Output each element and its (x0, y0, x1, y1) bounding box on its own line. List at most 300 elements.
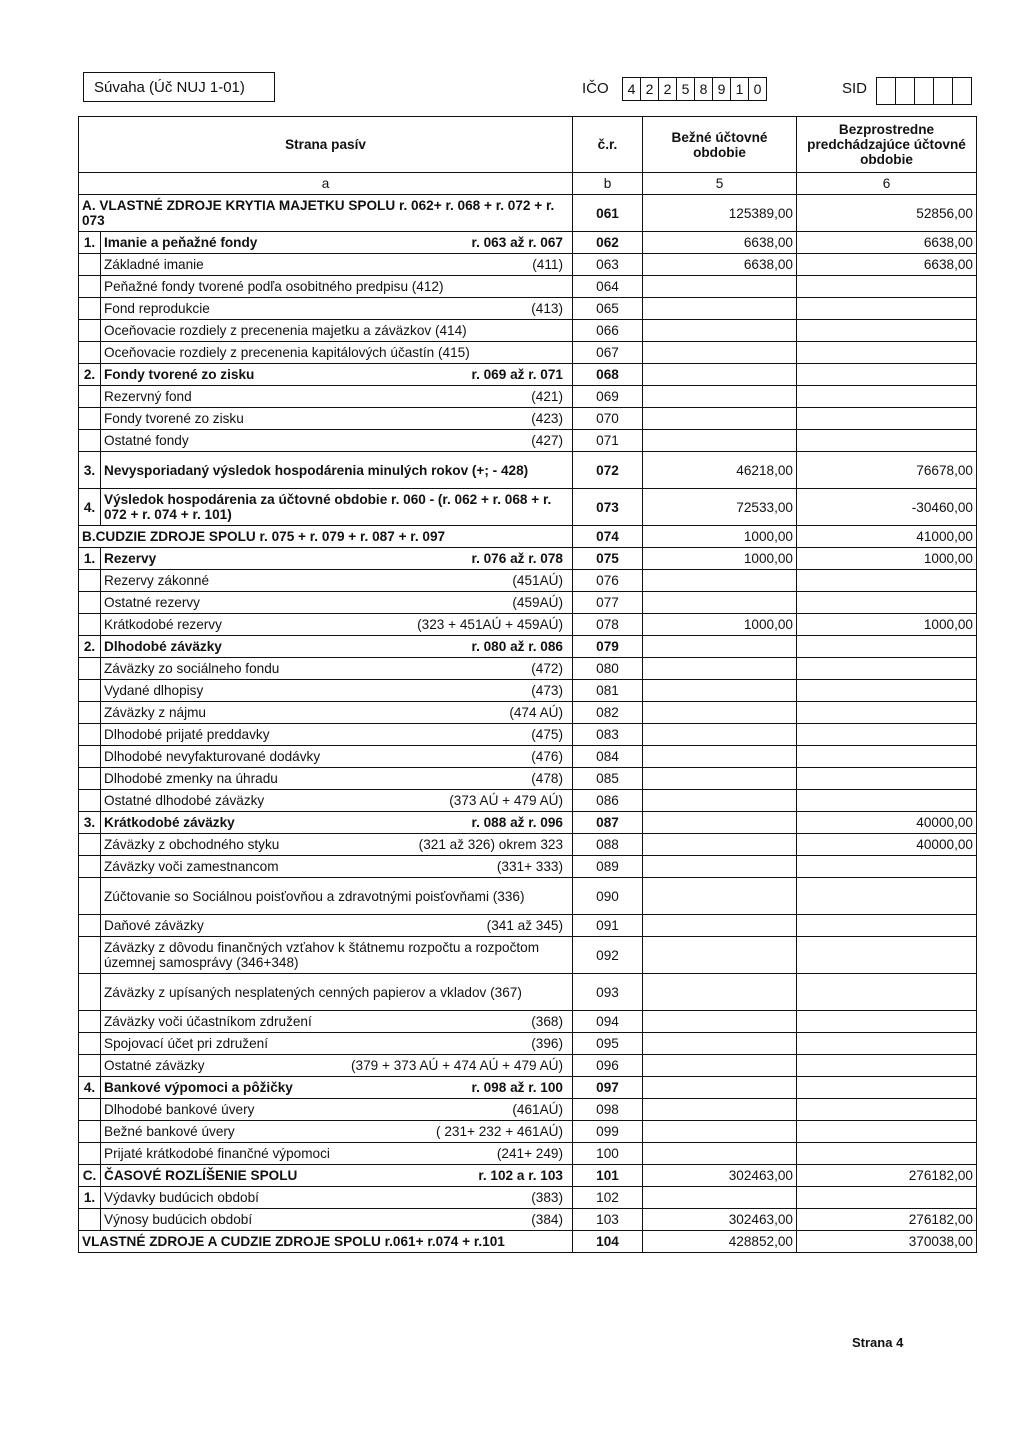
row-description (101, 878, 573, 915)
row-section-number (79, 746, 101, 768)
row-number: 061 (573, 195, 643, 232)
row-section-number (79, 878, 101, 915)
row-text: Krátkodobé rezervy (104, 617, 222, 632)
row-reference: r. 080 až r. 086 (471, 639, 563, 654)
row-number: 083 (573, 724, 643, 746)
previous-period-value (797, 1121, 977, 1143)
sid-box (934, 78, 953, 104)
current-period-value: 302463,00 (643, 1209, 797, 1231)
current-period-value: 302463,00 (643, 1165, 797, 1187)
previous-period-value (797, 1033, 977, 1055)
row-description (101, 1209, 573, 1231)
table-row (79, 320, 977, 342)
row-section-number (79, 1055, 101, 1077)
row-section-number (79, 386, 101, 408)
row-description (101, 680, 573, 702)
current-period-value (643, 364, 797, 386)
current-period-value (643, 592, 797, 614)
header-previous-period: Bezprostredne predchádzajúce účtovné obdobie (797, 117, 977, 173)
row-reference: (473) (531, 683, 563, 698)
table-row (79, 526, 977, 548)
row-text: Výnosy budúcich období (104, 1212, 253, 1227)
current-period-value (643, 915, 797, 937)
row-description (101, 915, 573, 937)
current-period-value: 1000,00 (643, 548, 797, 570)
row-text: Výdavky budúcich období (104, 1190, 259, 1205)
table-row (79, 592, 977, 614)
previous-period-value (797, 1143, 977, 1165)
row-description (101, 974, 573, 1011)
row-description (101, 386, 573, 408)
current-period-value (643, 386, 797, 408)
row-section-number (79, 790, 101, 812)
current-period-value (643, 1121, 797, 1143)
row-reference: r. 069 až r. 071 (471, 367, 563, 382)
current-period-value (643, 790, 797, 812)
sid-box (953, 78, 971, 104)
table-row (79, 1055, 977, 1077)
page-number: Strana 4 (852, 1335, 904, 1350)
row-section-number (79, 298, 101, 320)
row-reference: r. 063 až r. 067 (471, 235, 563, 250)
table-row (79, 298, 977, 320)
current-period-value: 1000,00 (643, 526, 797, 548)
previous-period-value (797, 1055, 977, 1077)
previous-period-value (797, 570, 977, 592)
current-period-value (643, 408, 797, 430)
row-section-number (79, 276, 101, 298)
row-reference: (323 + 451AÚ + 459AÚ) (417, 617, 563, 632)
table-row (79, 746, 977, 768)
previous-period-value: 1000,00 (797, 548, 977, 570)
table-row (79, 570, 977, 592)
table-row (79, 614, 977, 636)
current-period-value: 6638,00 (643, 232, 797, 254)
row-section-number (79, 614, 101, 636)
row-reference: (475) (531, 727, 563, 742)
row-text: Peňažné fondy tvorené podľa osobitného predpisu (412) (104, 279, 444, 294)
row-number: 067 (573, 342, 643, 364)
row-number: 103 (573, 1209, 643, 1231)
row-number: 065 (573, 298, 643, 320)
previous-period-value: 1000,00 (797, 614, 977, 636)
current-period-value (643, 746, 797, 768)
row-text: Zúčtovanie so Sociálnou poisťovňou a zdravotnými poisťovňami (336) (104, 888, 525, 904)
current-period-value: 72533,00 (643, 489, 797, 526)
row-reference: (331+ 333) (496, 859, 563, 874)
current-period-value (643, 1077, 797, 1099)
table-row (79, 1143, 977, 1165)
row-section-number (79, 570, 101, 592)
row-number: 063 (573, 254, 643, 276)
ico-digit: 0 (753, 81, 762, 97)
current-period-value: 428852,00 (643, 1231, 797, 1253)
table-row (79, 1077, 977, 1099)
row-number: 077 (573, 592, 643, 614)
previous-period-value (797, 1077, 977, 1099)
current-period-value (643, 702, 797, 724)
previous-period-value: -30460,00 (797, 489, 977, 526)
header-current-period: Bežné účtovné obdobie (643, 117, 797, 173)
previous-period-value (797, 974, 977, 1011)
row-text: Oceňovacie rozdiely z precenenia majetku a záväzkov (414) (104, 323, 467, 338)
previous-period-value: 276182,00 (797, 1165, 977, 1187)
row-description (101, 592, 573, 614)
row-section-number (79, 702, 101, 724)
row-number: 102 (573, 1187, 643, 1209)
previous-period-value: 6638,00 (797, 254, 977, 276)
row-section-number: 3. (79, 812, 101, 834)
row-number: 062 (573, 232, 643, 254)
form-title: Súvaha (Úč NUJ 1-01) (83, 72, 275, 102)
row-description (101, 254, 573, 276)
row-text: Vydané dlhopisy (104, 683, 204, 698)
row-text: Prijaté krátkodobé finančné výpomoci (104, 1146, 330, 1161)
row-number: 095 (573, 1033, 643, 1055)
current-period-value (643, 768, 797, 790)
previous-period-value (797, 364, 977, 386)
row-number: 071 (573, 430, 643, 452)
row-description (101, 430, 573, 452)
row-reference: (427) (531, 433, 563, 448)
liabilities-table (78, 116, 977, 1253)
ico-digit: 9 (713, 78, 731, 100)
row-reference: (413) (531, 301, 563, 316)
current-period-value (643, 658, 797, 680)
previous-period-value (797, 298, 977, 320)
row-section-number (79, 834, 101, 856)
row-description (101, 746, 573, 768)
previous-period-value (797, 790, 977, 812)
previous-period-value (797, 408, 977, 430)
table-row (79, 254, 977, 276)
row-section-number: 4. (79, 1077, 101, 1099)
table-row (79, 548, 977, 570)
previous-period-value (797, 342, 977, 364)
row-description (101, 768, 573, 790)
table-row (79, 974, 977, 1011)
ico-digit: 8 (695, 78, 713, 100)
row-text: VLASTNÉ ZDROJE A CUDZIE ZDROJE SPOLU r.061+ r.074 + r.101 (82, 1234, 505, 1249)
row-reference: r. 088 až r. 096 (471, 815, 563, 830)
row-number: 085 (573, 768, 643, 790)
row-text: Záväzky z obchodného styku (104, 837, 280, 852)
previous-period-value (797, 636, 977, 658)
row-section-number: 1. (79, 548, 101, 570)
row-reference: r. 098 až r. 100 (471, 1080, 563, 1095)
row-description (101, 790, 573, 812)
current-period-value (643, 430, 797, 452)
table-row (79, 790, 977, 812)
row-number: 099 (573, 1121, 643, 1143)
row-number: 091 (573, 915, 643, 937)
table-row (79, 1099, 977, 1121)
table-row (79, 408, 977, 430)
row-reference: ( 231+ 232 + 461AÚ) (436, 1124, 563, 1139)
previous-period-value: 370038,00 (797, 1231, 977, 1253)
row-text: Záväzky voči účastníkom združení (104, 1014, 312, 1029)
current-period-value: 46218,00 (643, 452, 797, 489)
row-section-number: 4. (79, 489, 101, 526)
ico-digit: 1 (731, 78, 749, 100)
sid-boxes (876, 77, 972, 105)
ico-label: IČO (582, 80, 609, 97)
header-row-number: č.r. (573, 117, 643, 173)
table-row (79, 364, 977, 386)
table-row (79, 856, 977, 878)
row-section-number (79, 680, 101, 702)
row-text: Záväzky z nájmu (104, 705, 206, 720)
table-row (79, 276, 977, 298)
row-description (101, 702, 573, 724)
previous-period-value: 52856,00 (797, 195, 977, 232)
current-period-value (643, 856, 797, 878)
table-row (79, 834, 977, 856)
current-period-value (643, 937, 797, 974)
row-number: 097 (573, 1077, 643, 1099)
table-row (79, 1209, 977, 1231)
table-row (79, 342, 977, 364)
row-description (79, 1231, 573, 1253)
row-text: Imanie a peňažné fondy (104, 235, 258, 250)
row-section-number: 3. (79, 452, 101, 489)
table-row (79, 386, 977, 408)
row-section-number (79, 408, 101, 430)
row-section-number (79, 974, 101, 1011)
row-text: Dlhodobé bankové úvery (104, 1102, 255, 1117)
row-number: 064 (573, 276, 643, 298)
ico-digit: 2 (641, 78, 659, 100)
row-reference: (384) (531, 1212, 563, 1227)
table-row (79, 195, 977, 232)
row-description (101, 1121, 573, 1143)
row-reference: (474 AÚ) (509, 705, 563, 720)
col-letter-a: a (79, 173, 573, 195)
header-strana-pasiv: Strana pasív (79, 117, 573, 173)
current-period-value (643, 1143, 797, 1165)
table-row (79, 1187, 977, 1209)
row-section-number (79, 1033, 101, 1055)
previous-period-value (797, 724, 977, 746)
table-row (79, 915, 977, 937)
previous-period-value (797, 320, 977, 342)
previous-period-value: 6638,00 (797, 232, 977, 254)
row-section-number (79, 342, 101, 364)
row-reference: r. 076 až r. 078 (471, 551, 563, 566)
row-text: Záväzky zo sociálneho fondu (104, 661, 280, 676)
row-text: Spojovací účet pri združení (104, 1036, 268, 1051)
col-letter-5: 5 (643, 173, 797, 195)
row-text: Dlhodobé záväzky (104, 639, 222, 654)
previous-period-value: 276182,00 (797, 1209, 977, 1231)
row-description (101, 856, 573, 878)
row-reference: (373 AÚ + 479 AÚ) (449, 793, 563, 808)
table-row (79, 1011, 977, 1033)
current-period-value (643, 342, 797, 364)
row-text: Rezervy (104, 551, 157, 566)
row-section-number: 1. (79, 232, 101, 254)
row-section-number (79, 1143, 101, 1165)
row-text: A. VLASTNÉ ZDROJE KRYTIA MAJETKU SPOLU r. 062+ r. 068 + r. 072 + r. 073 (82, 198, 555, 228)
row-text: Rezervný fond (104, 389, 192, 404)
row-number: 089 (573, 856, 643, 878)
row-description (101, 636, 573, 658)
row-section-number (79, 724, 101, 746)
row-description (101, 1099, 573, 1121)
table-row (79, 724, 977, 746)
row-number: 073 (573, 489, 643, 526)
table-row (79, 658, 977, 680)
row-reference: (411) (532, 257, 563, 272)
previous-period-value (797, 386, 977, 408)
previous-period-value: 40000,00 (797, 812, 977, 834)
row-description (101, 658, 573, 680)
previous-period-value (797, 430, 977, 452)
row-description (101, 1165, 573, 1187)
current-period-value (643, 812, 797, 834)
table-row (79, 680, 977, 702)
current-period-value: 6638,00 (643, 254, 797, 276)
row-text: Fondy tvorené zo zisku (104, 367, 255, 382)
row-text: Dlhodobé nevyfakturované dodávky (104, 749, 321, 764)
row-section-number (79, 1121, 101, 1143)
row-text: Výsledok hospodárenia za účtovné obdobie r. 060 - (r. 062 + r. 068 + r. 072 + r. 074 + r. 101) (104, 492, 552, 522)
row-text: Fond reprodukcie (104, 301, 210, 316)
table-row (79, 1231, 977, 1253)
current-period-value (643, 724, 797, 746)
row-description (101, 320, 573, 342)
row-description (79, 526, 573, 548)
row-number: 074 (573, 526, 643, 548)
row-reference: (341 až 345) (486, 918, 563, 933)
row-description (101, 1077, 573, 1099)
row-text: Fondy tvorené zo zisku (104, 411, 244, 426)
row-number: 081 (573, 680, 643, 702)
previous-period-value (797, 878, 977, 915)
row-section-number (79, 915, 101, 937)
current-period-value (643, 878, 797, 915)
sid-box (877, 78, 896, 104)
row-section-number (79, 1099, 101, 1121)
row-section-number: 2. (79, 364, 101, 386)
row-number: 092 (573, 937, 643, 974)
row-description (79, 195, 573, 232)
current-period-value (643, 974, 797, 1011)
row-section-number (79, 768, 101, 790)
row-number: 066 (573, 320, 643, 342)
row-description (101, 812, 573, 834)
row-section-number: 1. (79, 1187, 101, 1209)
row-section-number: 2. (79, 636, 101, 658)
current-period-value (643, 1099, 797, 1121)
current-period-value (643, 680, 797, 702)
row-reference: (461AÚ) (512, 1102, 563, 1117)
previous-period-value (797, 746, 977, 768)
row-reference: (383) (531, 1190, 563, 1205)
current-period-value (643, 636, 797, 658)
previous-period-value (797, 702, 977, 724)
row-description (101, 489, 573, 526)
previous-period-value (797, 276, 977, 298)
row-number: 100 (573, 1143, 643, 1165)
current-period-value (643, 1055, 797, 1077)
row-reference: (472) (531, 661, 563, 676)
row-text: Ostatné fondy (104, 433, 189, 448)
ico-digit-boxes (622, 77, 767, 101)
current-period-value (643, 320, 797, 342)
row-text: ČASOVÉ ROZLÍŠENIE SPOLU (104, 1168, 298, 1183)
row-number: 072 (573, 452, 643, 489)
row-number: 076 (573, 570, 643, 592)
row-description (101, 614, 573, 636)
table-row (79, 636, 977, 658)
previous-period-value: 41000,00 (797, 526, 977, 548)
table-row (79, 452, 977, 489)
row-number: 078 (573, 614, 643, 636)
row-number: 070 (573, 408, 643, 430)
row-section-number (79, 937, 101, 974)
row-section-number (79, 658, 101, 680)
row-reference: (379 + 373 AÚ + 474 AÚ + 479 AÚ) (351, 1058, 563, 1073)
row-reference: (459AÚ) (512, 595, 563, 610)
row-section-number (79, 254, 101, 276)
row-text: Bežné bankové úvery (104, 1124, 235, 1139)
row-description (101, 834, 573, 856)
previous-period-value (797, 856, 977, 878)
row-text: Dlhodobé zmenky na úhradu (104, 771, 278, 786)
current-period-value: 1000,00 (643, 614, 797, 636)
row-reference: (368) (531, 1014, 563, 1029)
row-text: Ostatné dlhodobé záväzky (104, 793, 265, 808)
table-row (79, 937, 977, 974)
row-description (101, 232, 573, 254)
row-number: 090 (573, 878, 643, 915)
sid-label: SID (842, 80, 868, 97)
row-description (101, 1055, 573, 1077)
row-text: Záväzky voči zamestnancom (104, 859, 279, 874)
previous-period-value: 40000,00 (797, 834, 977, 856)
current-period-value (643, 1033, 797, 1055)
table-row (79, 1033, 977, 1055)
row-section-number (79, 856, 101, 878)
row-description (101, 1143, 573, 1165)
row-number: 086 (573, 790, 643, 812)
row-number: 098 (573, 1099, 643, 1121)
row-text: Rezervy zákonné (104, 573, 210, 588)
row-reference: (241+ 249) (496, 1146, 563, 1161)
row-description (101, 276, 573, 298)
row-number: 082 (573, 702, 643, 724)
row-description (101, 364, 573, 386)
previous-period-value (797, 592, 977, 614)
row-reference: (451AÚ) (512, 573, 563, 588)
row-section-number (79, 320, 101, 342)
row-reference: (478) (531, 771, 563, 786)
table-row (79, 1121, 977, 1143)
row-text: Základné imanie (104, 257, 204, 272)
previous-period-value: 76678,00 (797, 452, 977, 489)
row-description (101, 408, 573, 430)
row-reference: r. 102 a r. 103 (478, 1168, 563, 1183)
row-number: 096 (573, 1055, 643, 1077)
previous-period-value (797, 1187, 977, 1209)
row-text: Daňové záväzky (104, 918, 204, 933)
row-section-number: C. (79, 1165, 101, 1187)
col-letter-b: b (573, 173, 643, 195)
previous-period-value (797, 915, 977, 937)
row-reference: (421) (531, 389, 563, 404)
row-text: Nevysporiadaný výsledok hospodárenia minulých rokov (+; - 428) (104, 462, 529, 478)
